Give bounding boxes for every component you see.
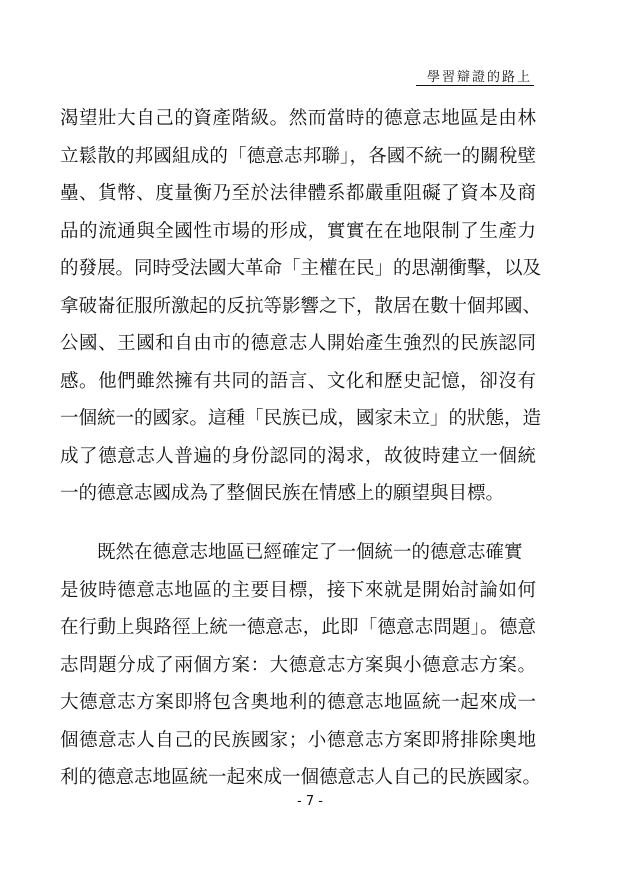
text-line: 壘、貨幣、度量衡乃至於法律體系都嚴重阻礙了資本及商	[60, 183, 536, 204]
text-line: 一個統一的國家。這種「民族已成，國家未立」的狀態，造	[60, 408, 542, 429]
text-line: 品的流通與全國性市場的形成，實實在在地限制了生產力	[60, 220, 536, 242]
text-line: 志問題分成了兩個方案：大德意志方案與小德意志方案。	[60, 654, 536, 676]
paragraph-2	[60, 534, 542, 797]
running-header: 學習辯證的路上	[426, 70, 532, 85]
text-line: 公國、王國和自由市的德意志人開始產生強烈的民族認同	[60, 333, 536, 354]
header-rule	[416, 85, 534, 86]
paragraph-1	[60, 100, 542, 513]
text-line: 是彼時德意志地區的主要目標，接下來就是開始討論如何	[60, 579, 536, 601]
text-line: 渴望壯大自己的資產階級。然而當時的德意志地區是由林	[60, 108, 536, 129]
text-line: 感。他們雖然擁有共同的語言、文化和歷史記憶，卻沒有	[60, 370, 536, 392]
text-line: 既然在德意志地區已經確定了一個統一的德意志確實	[97, 542, 523, 563]
page-number: - 7 -	[297, 794, 323, 809]
text-line: 拿破崙征服所激起的反抗等影響之下，散居在數十個邦國、	[60, 295, 542, 317]
text-line: 在行動上與路徑上統一德意志，此即「德意志問題」。德意	[60, 617, 536, 638]
text-line: 的發展。同時受法國大革命「主權在民」的思潮衝擊，以及	[60, 258, 542, 279]
text-line: 立鬆散的邦國組成的「德意志邦聯」，各國不統一的關稅壁	[60, 145, 536, 167]
text-line: 大德意志方案即將包含奧地利的德意志地區統一起來成一	[60, 692, 536, 713]
text-line: 個德意志人自己的民族國家；小德意志方案即將排除奧地	[60, 729, 536, 751]
text-line: 利的德意志地區統一起來成一個德意志人自己的民族國家。	[60, 767, 542, 788]
text-line: 一的德意志國成為了整個民族在情感上的願望與目標。	[60, 483, 505, 504]
text-line: 成了德意志人普遍的身份認同的渴求，故彼時建立一個統	[60, 445, 536, 467]
